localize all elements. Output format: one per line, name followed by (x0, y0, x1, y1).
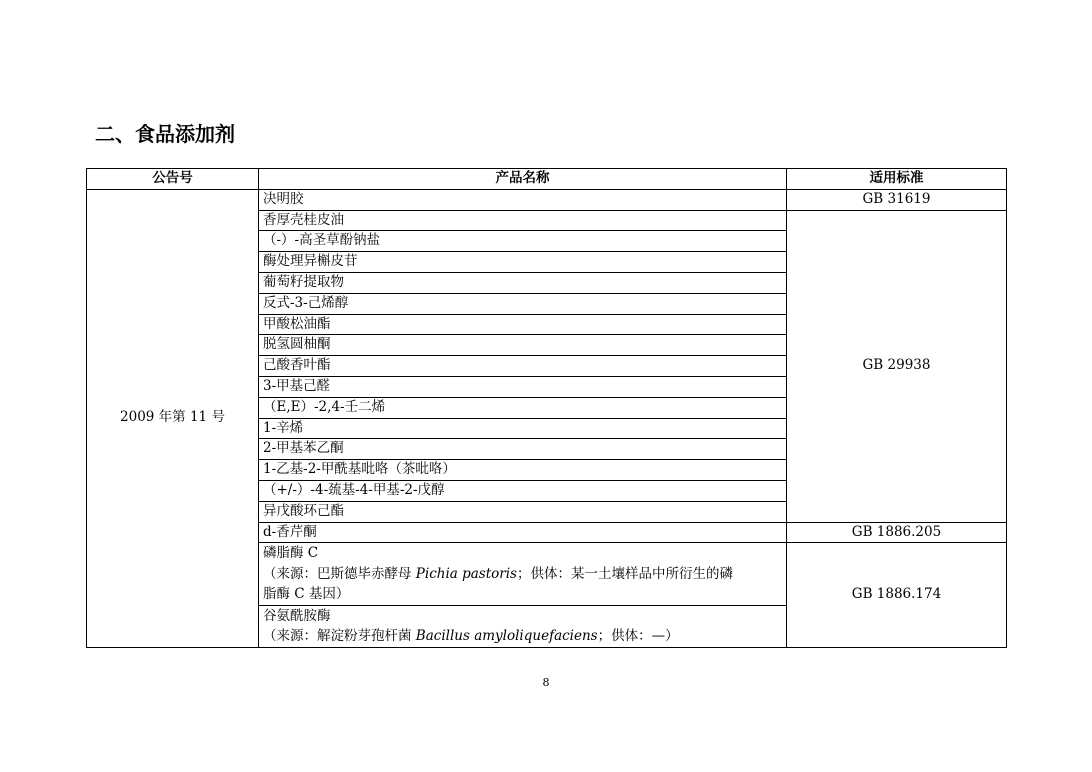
organism-name: Bacillus amyloliquefaciens (415, 628, 598, 645)
product-cell: （+/-）-4-巯基-4-甲基-2-戊醇 (259, 480, 787, 501)
product-cell: （-）-高圣草酚钠盐 (259, 231, 787, 252)
product-cell: 3-甲基己醛 (259, 376, 787, 397)
food-additive-table (86, 168, 1007, 648)
enzyme-name: 谷氨酰胺酶 (263, 607, 331, 624)
product-cell: 己酸香叶酯 (259, 356, 787, 377)
page-number: 8 (542, 676, 550, 689)
enzyme-source: （来源：解淀粉芽孢杆菌 Bacillus amyloliquefaciens；供体：—） (263, 628, 679, 645)
organism-name: Pichia pastoris (415, 565, 517, 582)
product-cell: 酶处理异槲皮苷 (259, 252, 787, 273)
header-standard: 适用标准 (787, 169, 1007, 190)
product-cell: 异戊酸环己酯 (259, 501, 787, 522)
product-cell-phospholipase (259, 543, 787, 606)
enzyme-source: （来源：巴斯德毕赤酵母 Pichia pastoris；供体：某一土壤样品中所衍生的磷 (263, 565, 733, 582)
header-product: 产品名称 (259, 169, 787, 190)
product-cell: 1-乙基-2-甲酰基吡咯（茶吡咯） (259, 460, 787, 481)
product-cell: （E,E）-2,4-壬二烯 (259, 397, 787, 418)
product-cell: 甲酸松油酯 (259, 314, 787, 335)
section-heading: 二、食品添加剂 (95, 122, 235, 146)
table-row (87, 189, 1007, 210)
product-cell-glutaminase (259, 605, 787, 647)
product-cell: 反式-3-己烯醇 (259, 293, 787, 314)
product-cell: 葡萄籽提取物 (259, 272, 787, 293)
standard-cell: GB 1886.205 (787, 522, 1007, 543)
standard-cell: GB 29938 (787, 210, 1007, 522)
enzyme-name: 磷脂酶 C (263, 545, 319, 562)
product-cell: 香厚壳桂皮油 (259, 210, 787, 231)
header-announcement: 公告号 (87, 169, 259, 190)
product-cell: 决明胶 (259, 189, 787, 210)
product-cell: 1-辛烯 (259, 418, 787, 439)
standard-cell: GB 1886.174 (787, 543, 1007, 648)
product-cell: d-香芹酮 (259, 522, 787, 543)
announcement-cell: 2009 年第 11 号 (87, 189, 259, 647)
enzyme-source-cont: 脂酶 C 基因） (263, 586, 350, 603)
standard-cell: GB 31619 (787, 189, 1007, 210)
product-cell: 脱氢圆柚酮 (259, 335, 787, 356)
table-header-row (87, 169, 1007, 190)
product-cell: 2-甲基苯乙酮 (259, 439, 787, 460)
